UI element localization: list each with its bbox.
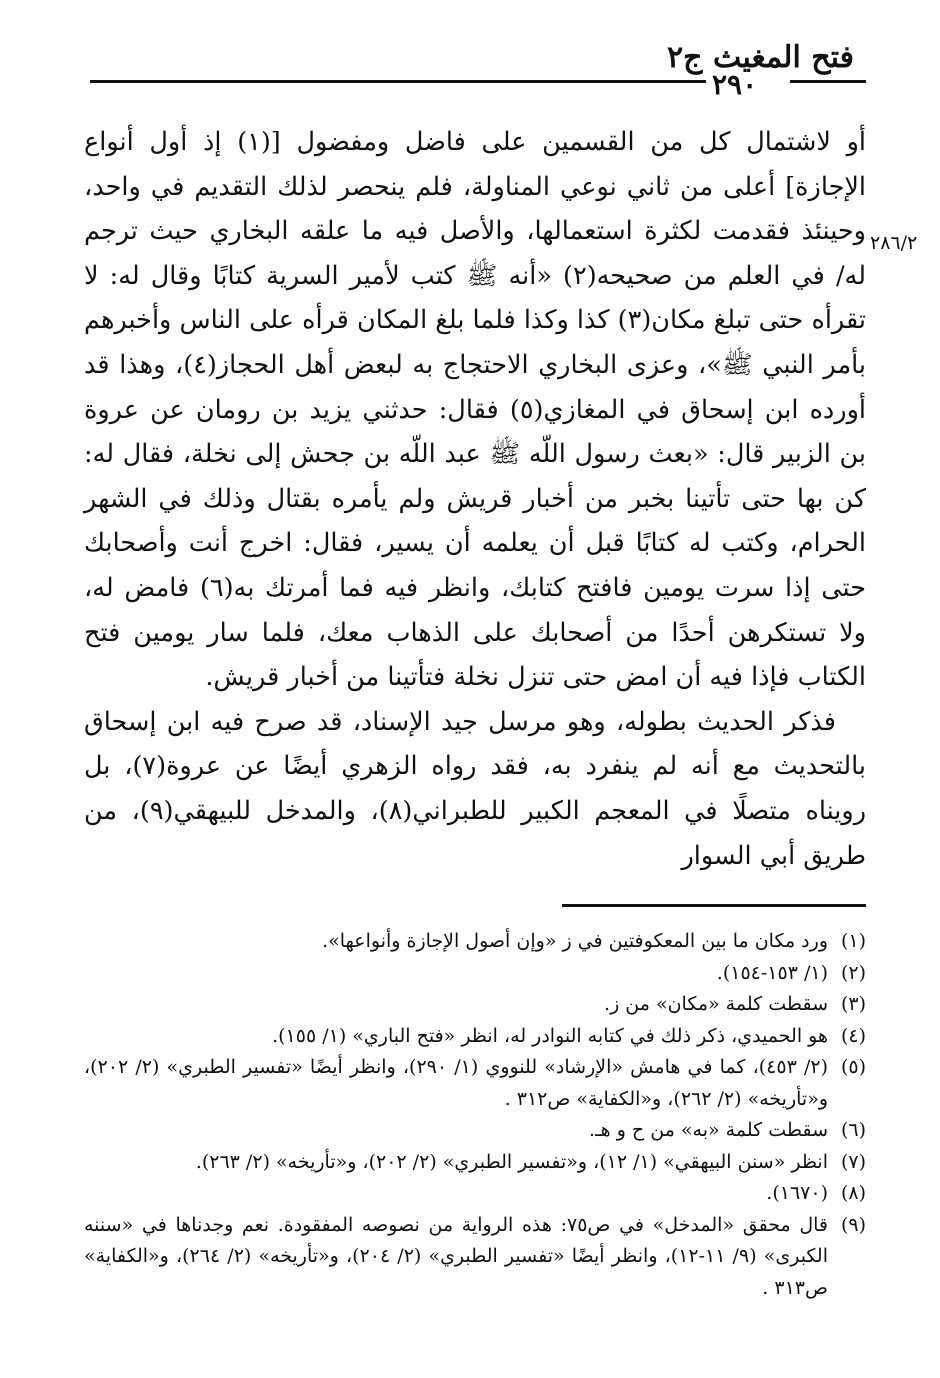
paragraph: أو لاشتمال كل من القسمين على فاضل ومفضول [(١) إذ أول أنواع الإجازة] أعلى من ثاني نوعي المناولة، فلم ينحصر لذلك التقديم في واحد، وحينئذ فقدمت لكثرة استعمالها، والأصل فيه ما علقه البخاري حيث ترجم له/ في العلم من صحيحه(٢) «أنه ﷺ كتب لأمير السرية كتابًا وقال له: لا تقرأه حتى تبلغ مكان(٣) كذا وكذا فلما بلغ المكان قرأه على الناس وأخبرهم بأمر النبي ﷺ»، وعزى البخاري الاحتجاج به لبعض أهل الحجاز(٤)، وهذا قد أورده ابن إسحاق في المغازي(٥) فقال: حدثني يزيد بن رومان عن عروة بن الزبير قال: «بعث رسول اللّه ﷺ عبد اللّه بن جحش إلى نخلة، فقال له: كن بها حتى تأتينا بخبر من أخبار قريش ولم يأمره بقتال وذلك في الشهر الحرام، وكتب له كتابًا قبل أن يعلمه أن يسير، فقال: اخرج أنت وأصحابك حتى إذا سرت يومين فافتح كتابك، وانظر فيه فما أمرتك به(٦) فامض له، ولا تستكرهن أحدًا من أصحابك على الذهاب معك، فلما سار يومين فتح الكتاب فإذا فيه أن امض حتى تنزل نخلة فتأتينا من أخبار قريش. bbox=[84, 127, 866, 693]
footnote-text: انظر «سنن البيهقي» (١/ ١٢)، و«تفسير الطبري» (٢/ ٢٠٢)، و«تأريخه» (٢/ ٢٦٣). bbox=[195, 1150, 828, 1173]
footnote-text: قال محقق «المدخل» في ص٧٥: هذه الرواية من نصوصه المفقودة. نعم وجدناها في «سننه الكبرى» (٩/ ١١-١٢)، وانظر أيضًا «تفسير الطبري» (٢/ ٢٠٤)، و«تأريخه» (٢/ ٢٦٤)، و«الكفاية» ص٣١٣ . bbox=[84, 1213, 828, 1299]
footnote-number: (٥) bbox=[840, 1056, 866, 1078]
footnote-separator bbox=[562, 904, 866, 907]
footnote-text: (١٦٧٠). bbox=[766, 1182, 828, 1204]
footnote-number: (٤) bbox=[840, 1024, 866, 1047]
footnote bbox=[84, 989, 866, 1021]
footnote-number: (٢) bbox=[840, 961, 866, 984]
footnote bbox=[84, 1147, 866, 1179]
footnote bbox=[84, 1021, 866, 1053]
footnote-text: (١/ ١٥٣-١٥٤). bbox=[716, 961, 828, 984]
footnote-number: (٣) bbox=[840, 993, 866, 1015]
footnotes bbox=[84, 926, 866, 1304]
page-number: ٢٩٠ bbox=[712, 68, 758, 101]
header-rule-right bbox=[790, 80, 866, 83]
footnote bbox=[84, 1178, 866, 1210]
footnote bbox=[84, 926, 866, 958]
footnote-text: سقطت كلمة «به» من ح و هـ. bbox=[589, 1119, 828, 1141]
footnote-text: ورد مكان ما بين المعكوفتين في ز «وإن أصول الإجازة وأنواعها». bbox=[322, 930, 828, 952]
main-text bbox=[84, 120, 866, 878]
running-title: فتح المغيث ج٢ bbox=[667, 40, 854, 75]
footnote-number: (٨) bbox=[840, 1182, 866, 1204]
footnote-number: (٧) bbox=[840, 1150, 866, 1173]
margin-reference: ٢٨٦/٢ bbox=[870, 232, 918, 254]
footnote bbox=[84, 958, 866, 990]
footnote-number: (١) bbox=[840, 930, 866, 952]
footnote bbox=[84, 1115, 866, 1147]
footnote bbox=[84, 1052, 866, 1115]
footnote-text: هو الحميدي، ذكر ذلك في كتابه النوادر له، انظر «فتح الباري» (١/ ١٥٥). bbox=[272, 1024, 828, 1047]
footnote bbox=[84, 1210, 866, 1305]
footnote-text: سقطت كلمة «مكان» من ز. bbox=[604, 993, 828, 1015]
footnote-number: (٩) bbox=[840, 1213, 866, 1236]
footnote-text: (٢/ ٤٥٣)، كما في هامش «الإرشاد» للنووي (١/ ٢٩٠)، وانظر أيضًا «تفسير الطبري» (٢/ ٢٠٢)، و«تأريخه» (٢/ ٢٦٢)، و«الكفاية» ص٣١٢ . bbox=[84, 1056, 828, 1110]
footnote-number: (٦) bbox=[840, 1119, 866, 1141]
paragraph: فذكر الحديث بطوله، وهو مرسل جيد الإسناد، قد صرح فيه ابن إسحاق بالتحديث مع أنه لم ينفرد به، فقد رواه الزهري أيضًا عن عروة(٧)، بل رويناه متصلًا في المعجم الكبير للطبراني(٨)، والمدخل للبيهقي(٩)، من طريق أبي السوار bbox=[84, 706, 867, 871]
header-rule bbox=[90, 80, 706, 83]
